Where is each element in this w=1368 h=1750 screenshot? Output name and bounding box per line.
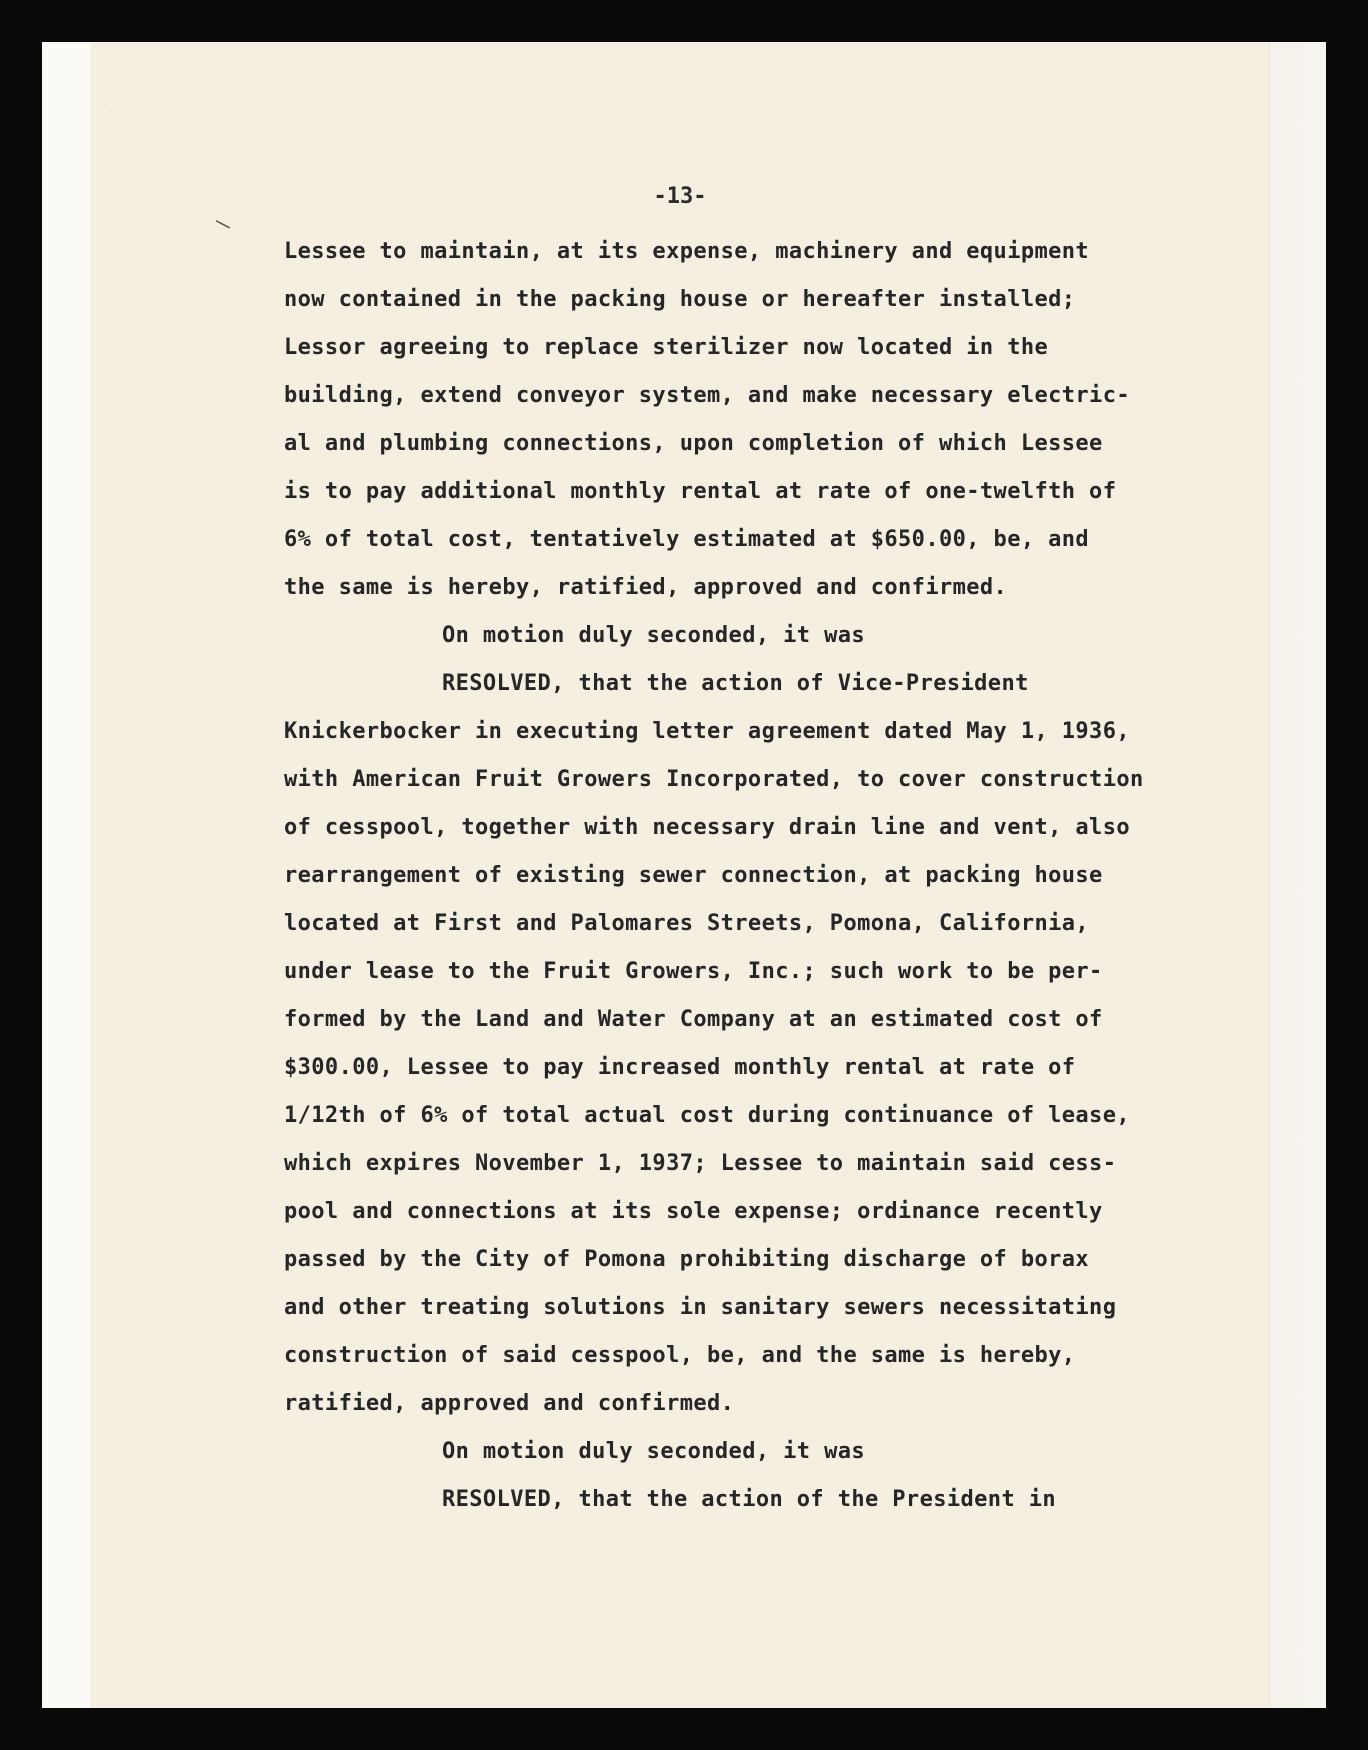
text-line-5: al and plumbing connections, upon completion of which Lessee bbox=[284, 431, 1103, 456]
text-line-14: rearrangement of existing sewer connection, at packing house bbox=[284, 863, 1103, 888]
text-line-24: construction of said cesspool, be, and the same is hereby, bbox=[284, 1343, 1076, 1368]
text-line-27: RESOLVED, that the action of the President in bbox=[442, 1487, 1057, 1512]
text-line-15: located at First and Palomares Streets, Pomona, California, bbox=[284, 911, 1090, 936]
text-line-21: pool and connections at its sole expense; ordinance recently bbox=[284, 1199, 1103, 1224]
text-line-23: and other treating solutions in sanitary sewers necessitating bbox=[284, 1295, 1117, 1320]
paper-background bbox=[42, 42, 1326, 1708]
text-line-1: Lessee to maintain, at its expense, machinery and equipment bbox=[284, 239, 1090, 264]
text-line-16: under lease to the Fruit Growers, Inc.; such work to be per- bbox=[284, 959, 1103, 984]
text-line-25: ratified, approved and confirmed. bbox=[284, 1391, 735, 1416]
text-line-17: formed by the Land and Water Company at an estimated cost of bbox=[284, 1007, 1103, 1032]
document-page bbox=[90, 42, 1270, 1708]
text-line-6: is to pay additional monthly rental at rate of one-twelfth of bbox=[284, 479, 1117, 504]
scan-speck: · bbox=[176, 106, 180, 120]
text-line-13: of cesspool, together with necessary drain line and vent, also bbox=[284, 815, 1130, 840]
paper-mark: \ bbox=[213, 214, 233, 235]
text-line-2: now contained in the packing house or hereafter installed; bbox=[284, 287, 1076, 312]
paper-edge bbox=[1269, 42, 1326, 1708]
text-line-3: Lessor agreeing to replace sterilizer now located in the bbox=[284, 335, 1049, 360]
text-line-22: passed by the City of Pomona prohibiting discharge of borax bbox=[284, 1247, 1090, 1272]
text-line-26: On motion duly seconded, it was bbox=[442, 1439, 865, 1464]
text-line-9: On motion duly seconded, it was bbox=[442, 623, 865, 648]
text-line-18: $300.00, Lessee to pay increased monthly rental at rate of bbox=[284, 1055, 1076, 1080]
page-number: -13- bbox=[653, 184, 707, 209]
text-line-11: Knickerbocker in executing letter agreement dated May 1, 1936, bbox=[284, 719, 1130, 744]
scan-speck: · bbox=[108, 104, 112, 118]
text-line-12: with American Fruit Growers Incorporated, to cover construction bbox=[284, 767, 1144, 792]
text-line-10: RESOLVED, that the action of Vice-President bbox=[442, 671, 1029, 696]
text-line-7: 6% of total cost, tentatively estimated at $650.00, be, and bbox=[284, 527, 1090, 552]
text-line-19: 1/12th of 6% of total actual cost during continuance of lease, bbox=[284, 1103, 1130, 1128]
text-line-20: which expires November 1, 1937; Lessee to maintain said cess- bbox=[284, 1151, 1117, 1176]
text-line-8: the same is hereby, ratified, approved and confirmed. bbox=[284, 575, 1008, 600]
text-line-4: building, extend conveyor system, and make necessary electric- bbox=[284, 383, 1130, 408]
